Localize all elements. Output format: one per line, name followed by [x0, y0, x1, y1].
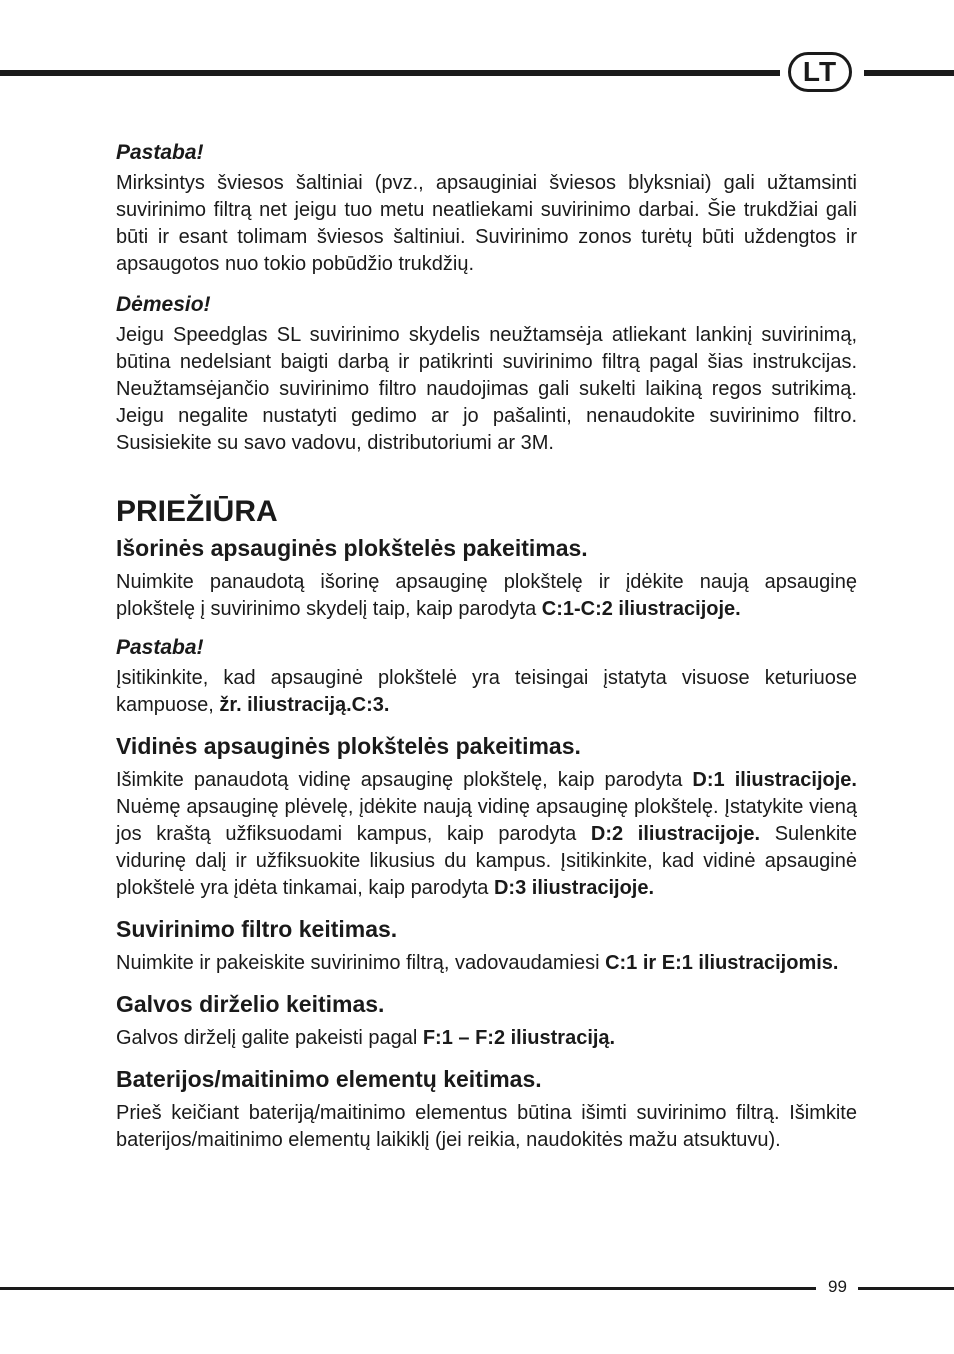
subsection-heading-headband: Galvos dirželio keitimas.	[116, 991, 385, 1017]
note-label: Pastaba!	[116, 141, 204, 164]
inner-plate-ref-3: D:3 iliustracijoje.	[493, 877, 655, 899]
inner-plate-ref-1: D:1 iliustracijoje.	[692, 769, 857, 791]
header-rule-right	[864, 70, 954, 76]
outer-plate-text: Nuimkite panaudotą išorinę apsauginę plokštelę ir įdėkite naują apsauginę plokštelę į suvirinimo skydelį taip, kaip parodyta	[116, 571, 857, 620]
note2-label: Pastaba!	[116, 636, 204, 659]
subsection-text-battery: Prieš keičiant bateriją/maitinimo elementus būtina išimti suvirinimo filtrą. Išimkite baterijos/maitinimo elementų laikiklį (jei reikia, naudokitės mažu atsuktuvu).	[116, 1102, 857, 1151]
subsection-text-outer-plate	[116, 569, 857, 623]
page-content	[116, 140, 857, 1154]
language-badge: LT	[788, 52, 852, 92]
filter-text: Nuimkite ir pakeiskite suvirinimo filtrą, vadovaudamiesi	[116, 952, 606, 974]
headband-ref: F:1 – F:2 iliustraciją.	[422, 1027, 616, 1049]
section-title: PRIEŽIŪRA	[116, 495, 278, 528]
warning-text: Jeigu Speedglas SL suvirinimo skydelis neužtamsėja atliekant lankinį suvirinimą, būtina nedelsiant baigti darbą ir patikrinti suvirinimo filtrą pagal šias instrukcijas. Neužtamsėjančio suvirinimo filtro naudojimas gali sukelti laikiną regos sutrikimą. Jeigu negalite nustatyti gedimo ar jo pašalinti, nenaudokite suvirinimo filtro. Susisiekite su savo vadovu, distributoriumi ar 3M.	[116, 324, 857, 454]
note2-text: Įsitikinkite, kad apsauginė plokštelė yra teisingai įstatyta visuose keturiuose kampuose,	[116, 667, 857, 716]
footer-rule-left	[0, 1287, 816, 1290]
note-text: Mirksintys šviesos šaltiniai (pvz., apsauginiai šviesos blyksniai) gali užtamsinti suvirinimo filtrą net jeigu tuo metu neatliekami suvirinimo darbai. Šie trukdžiai gali būti ir esant tolimam šviesos šaltiniui. Suvirinimo zonos turėtų būti uždengtos ir apsaugotos nuo tokio pobūdžio trukdžių.	[116, 172, 857, 275]
inner-plate-text-2: Nuėmę apsauginę plėvelę, įdėkite naują vidinę apsauginę plokštelę. Įstatykite vieną jos kraštą užfiksuodami kampus, kaip parodyta	[116, 796, 857, 845]
subsection-heading-battery: Baterijos/maitinimo elementų keitimas.	[116, 1066, 542, 1092]
inner-plate-text-3: Sulenkite vidurinę dalį ir užfiksuokite likusius du kampus. Įsitikinkite, kad vidinė apsauginė plokštelė yra įdėta tinkamai, kaip parodyta	[116, 823, 857, 899]
note2-ref: žr. iliustraciją.C:3.	[219, 694, 390, 716]
page-number: 99	[828, 1277, 847, 1296]
footer-rule-right	[858, 1287, 954, 1290]
headband-text: Galvos dirželį galite pakeisti pagal	[116, 1027, 423, 1049]
header-rule-left	[0, 70, 780, 76]
subsection-heading-filter: Suvirinimo filtro keitimas.	[116, 916, 398, 942]
subsection-text-headband	[116, 1025, 857, 1052]
inner-plate-text-1: Išimkite panaudotą vidinę apsauginę plokštelę, kaip parodyta	[116, 769, 693, 791]
subsection-heading-inner-plate: Vidinės apsauginės plokštelės pakeitimas.	[116, 733, 581, 759]
filter-ref: C:1 ir E:1 iliustracijomis.	[605, 952, 839, 974]
warning-label: Dėmesio!	[116, 293, 211, 316]
note2-text-block	[116, 665, 857, 719]
subsection-text-inner-plate	[116, 767, 857, 902]
inner-plate-ref-2: D:2 iliustracijoje.	[590, 823, 761, 845]
subsection-text-filter	[116, 950, 857, 977]
subsection-heading-outer-plate: Išorinės apsauginės plokštelės pakeitimas.	[116, 535, 588, 561]
outer-plate-ref: C:1-C:2 iliustracijoje.	[541, 598, 741, 620]
